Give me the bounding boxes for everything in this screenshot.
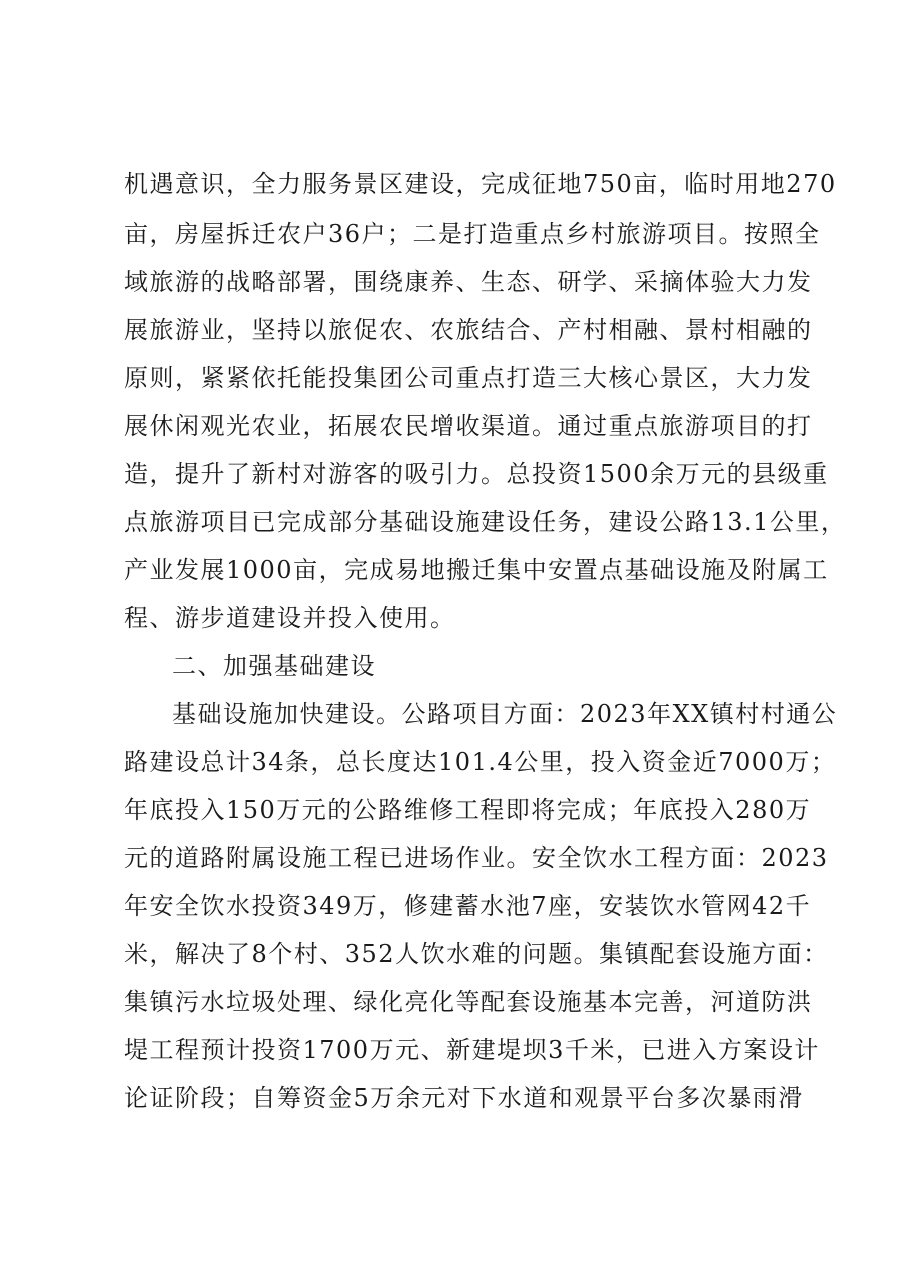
text-line: 机遇意识，全力服务景区建设，完成征地750亩，临时用地270 bbox=[124, 170, 837, 198]
text-line: 年安全饮水投资349万，修建蓄水池7座，安装饮水管网42千 bbox=[124, 892, 812, 920]
text-line: 元的道路附属设施工程已进场作业。安全饮水工程方面：2023 bbox=[124, 844, 829, 872]
text-line: 展旅游业，坚持以旅促农、农旅结合、产村相融、景村相融的 bbox=[124, 316, 813, 344]
text-line: 产业发展1000亩，完成易地搬迁集中安置点基础设施及附属工 bbox=[124, 556, 829, 584]
text-line: 米，解决了8个村、352人饮水难的问题。集镇配套设施方面： bbox=[124, 940, 829, 968]
text-line: 域旅游的战略部署，围绕康养、生态、研学、采摘体验大力发 bbox=[124, 268, 813, 296]
text-line: 程、游步道建设并投入使用。 bbox=[124, 604, 456, 632]
text-line: 基础设施加快建设。公路项目方面：2023年XX镇村村通公 bbox=[172, 700, 838, 728]
text-line: 堤工程预计投资1700万元、新建堤坝3千米，已进入方案设计 bbox=[124, 1036, 820, 1064]
text-line: 路建设总计34条，总长度达101.4公里，投入资金近7000万； bbox=[124, 748, 837, 776]
text-line: 年底投入150万元的公路维修工程即将完成；年底投入280万 bbox=[124, 796, 812, 824]
text-line: 展休闲观光农业，拓展农民增收渠道。通过重点旅游项目的打 bbox=[124, 412, 813, 440]
section-heading: 二、加强基础建设 bbox=[172, 652, 376, 680]
text-line: 造，提升了新村对游客的吸引力。总投资1500余万元的县级重 bbox=[124, 460, 829, 488]
text-line: 集镇污水垃圾处理、绿化亮化等配套设施基本完善，河道防洪 bbox=[124, 988, 813, 1016]
text-line: 原则，紧紧依托能投集团公司重点打造三大核心景区，大力发 bbox=[124, 364, 813, 392]
text-line: 亩，房屋拆迁农户36户；二是打造重点乡村旅游项目。按照全 bbox=[124, 220, 821, 248]
text-line: 点旅游项目已完成部分基础设施建设任务，建设公路13.1公里， bbox=[124, 508, 847, 536]
text-line: 论证阶段；自筹资金5万余元对下水道和观景平台多次暴雨滑 bbox=[124, 1084, 804, 1112]
